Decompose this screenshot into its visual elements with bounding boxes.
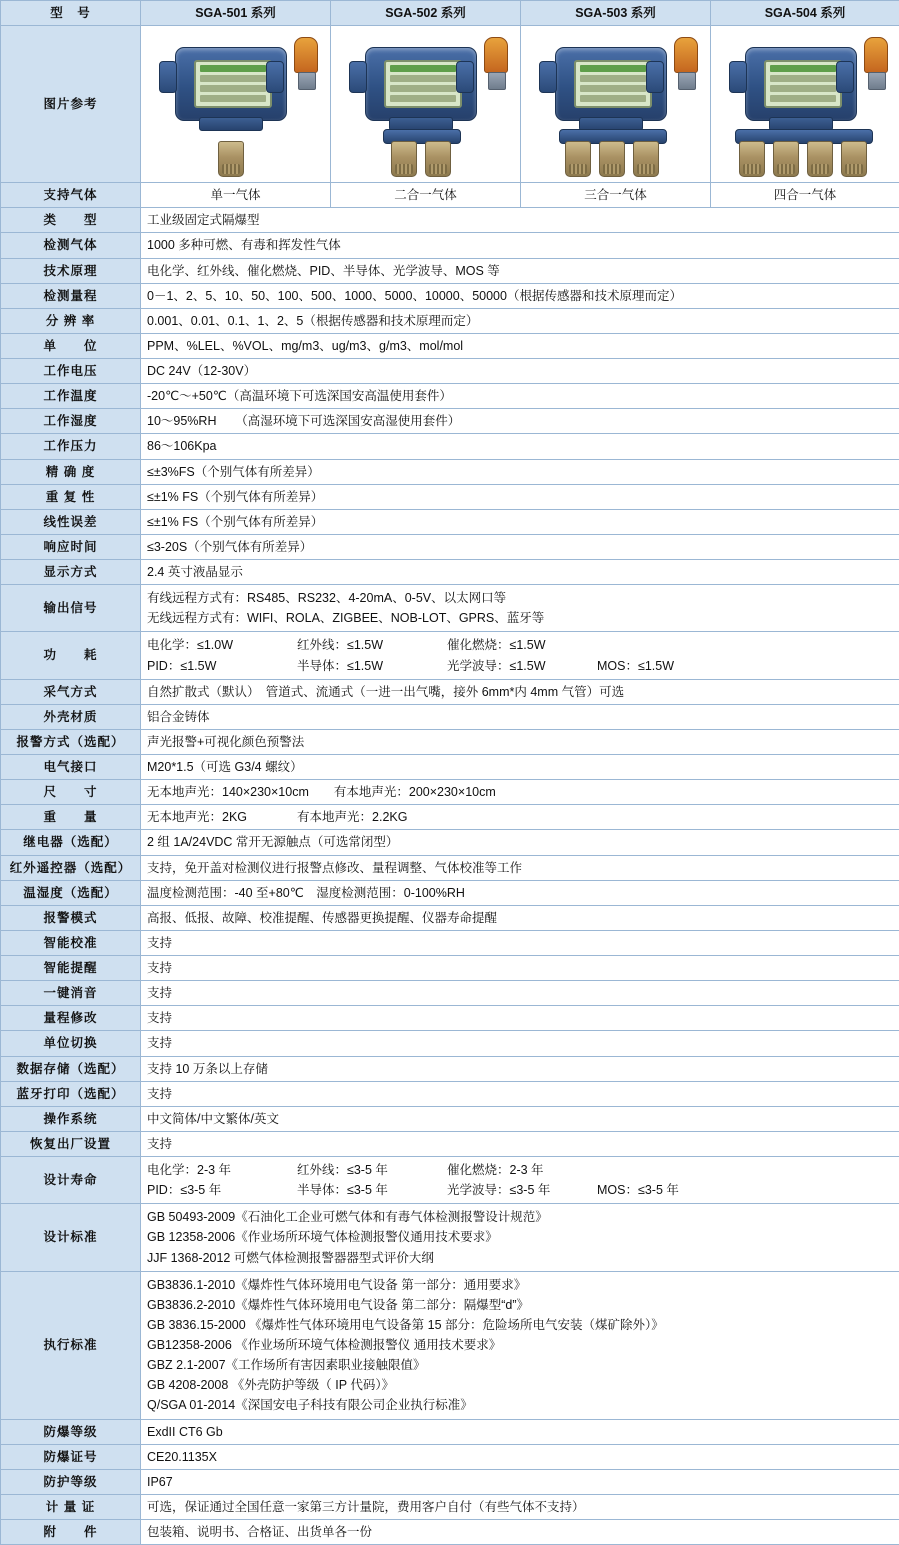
row-label: 电气接口 [1, 755, 141, 780]
row-label: 工作压力 [1, 434, 141, 459]
row-label: 工作湿度 [1, 409, 141, 434]
row-label: 类 型 [1, 208, 141, 233]
spec-row-relay [1, 830, 899, 855]
row-value: 86～106Kpa [141, 434, 899, 459]
spec-row-ip-rating [1, 1469, 899, 1494]
design-standard-line-2: GB 12358-2006《作业场所环境气体检测报警仪通用技术要求》 [147, 1227, 893, 1247]
gas-support-label: 支持气体 [1, 183, 141, 208]
spec-row-resolution [1, 308, 899, 333]
row-value: 包装箱、说明书、合格证、出货单各一份 [141, 1520, 899, 1545]
gas-support-row [1, 183, 899, 208]
row-value: 工业级固定式隔爆型 [141, 208, 899, 233]
output-signal-value [141, 585, 899, 632]
spec-row-alarm-modes [1, 905, 899, 930]
gas-support-503: 三合一气体 [521, 183, 711, 208]
row-label: 数据存储（选配） [1, 1056, 141, 1081]
row-label: 重 量 [1, 805, 141, 830]
row-label: 智能提醒 [1, 956, 141, 981]
spec-row-housing [1, 704, 899, 729]
row-value: M20*1.5（可选 G3/4 螺纹） [141, 755, 899, 780]
design-standard-label: 设计标准 [1, 1204, 141, 1271]
row-label: 智能校准 [1, 930, 141, 955]
row-label: 附 件 [1, 1520, 141, 1545]
gas-support-502: 二合一气体 [331, 183, 521, 208]
design-standard-value [141, 1204, 899, 1271]
lifetime-value [141, 1157, 899, 1204]
power-mos: MOS：≤1.5W [597, 657, 717, 675]
lifetime-label: 设计寿命 [1, 1157, 141, 1204]
row-value: DC 24V（12-30V） [141, 359, 899, 384]
spec-row-alarm-mode-option [1, 729, 899, 754]
row-value: 支持 [141, 1131, 899, 1156]
row-label: 防爆等级 [1, 1419, 141, 1444]
row-label: 单 位 [1, 333, 141, 358]
row-label: 检测气体 [1, 233, 141, 258]
row-label: 温湿度（选配） [1, 880, 141, 905]
row-value: ≤±3%FS（个别气体有所差异） [141, 459, 899, 484]
row-label: 响应时间 [1, 534, 141, 559]
table-header-row [1, 1, 899, 26]
lifetime-mos: MOS：≤3-5 年 [597, 1181, 717, 1199]
spec-row-range [1, 283, 899, 308]
gas-support-504: 四合一气体 [711, 183, 899, 208]
row-label: 一键消音 [1, 981, 141, 1006]
lifetime-line-1 [147, 1160, 893, 1180]
spec-row-unit [1, 333, 899, 358]
spec-row-voltage [1, 359, 899, 384]
row-value: PPM、%LEL、%VOL、mg/m3、ug/m3、g/m3、mol/mol [141, 333, 899, 358]
spec-row-ex-rating [1, 1419, 899, 1444]
spec-row-display [1, 560, 899, 585]
row-value: 支持 [141, 1031, 899, 1056]
spec-row-data-storage [1, 1056, 899, 1081]
power-line-1 [147, 635, 893, 655]
row-label: 操作系统 [1, 1106, 141, 1131]
row-value: 无本地声光：2KG 有本地声光：2.2KG [141, 805, 899, 830]
gas-support-501: 单一气体 [141, 183, 331, 208]
row-label: 恢复出厂设置 [1, 1131, 141, 1156]
design-standard-line-3: JJF 1368-2012 可燃气体检测报警器器型式评价大纲 [147, 1248, 893, 1268]
spec-row-temp-humidity-option [1, 880, 899, 905]
row-value: 铝合金铸体 [141, 704, 899, 729]
row-value: 支持 [141, 1081, 899, 1106]
product-image-502 [331, 26, 521, 183]
row-value: 无本地声光：140×230×10cm 有本地声光：200×230×10cm [141, 780, 899, 805]
lifetime-optical-waveguide: 光学波导：≤3-5 年 [447, 1181, 597, 1199]
row-value: CE20.1135X [141, 1444, 899, 1469]
row-label: 蓝牙打印（选配） [1, 1081, 141, 1106]
spec-row-range-modify [1, 1006, 899, 1031]
spec-row-accuracy [1, 459, 899, 484]
exec-standard-line-2: GB3836.2-2010《爆炸性气体环境用电气设备 第二部分：隔爆型“d”》 [147, 1295, 893, 1315]
exec-standard-line-7: Q/SGA 01-2014《深国安电子科技有限公司企业执行标准》 [147, 1395, 893, 1415]
row-value: 2.4 英寸液晶显示 [141, 560, 899, 585]
row-label: 继电器（选配） [1, 830, 141, 855]
row-value: 支持 [141, 930, 899, 955]
lifetime-electrochemical: 电化学：2-3 年 [147, 1161, 297, 1179]
row-label: 红外遥控器（选配） [1, 855, 141, 880]
spec-row-pressure [1, 434, 899, 459]
exec-standard-line-6: GB 4208-2008 《外壳防护等级（ IP 代码）》 [147, 1375, 893, 1395]
row-label: 单位切换 [1, 1031, 141, 1056]
output-signal-line-2: 无线远程方式有：WIFI、ROLA、ZIGBEE、NOB-LOT、GPRS、蓝牙等 [147, 608, 893, 628]
model-502: SGA-502 系列 [331, 1, 521, 26]
row-label: 工作电压 [1, 359, 141, 384]
power-semiconductor: 半导体：≤1.5W [297, 657, 447, 675]
spec-row-operating-system [1, 1106, 899, 1131]
power-infrared: 红外线：≤1.5W [297, 636, 447, 654]
row-value: 10～95%RH （高湿环境下可选深国安高湿使用套件） [141, 409, 899, 434]
model-503: SGA-503 系列 [521, 1, 711, 26]
product-image-504 [711, 26, 899, 183]
row-label: 外壳材质 [1, 704, 141, 729]
model-501: SGA-501 系列 [141, 1, 331, 26]
spec-row-ex-certificate [1, 1444, 899, 1469]
row-value: -20℃～+50℃（高温环境下可选深国安高温使用套件） [141, 384, 899, 409]
spec-row-one-key-mute [1, 981, 899, 1006]
model-504: SGA-504 系列 [711, 1, 899, 26]
row-label: 分 辨 率 [1, 308, 141, 333]
row-value: 中文简体/中文繁体/英文 [141, 1106, 899, 1131]
row-value: 高报、低报、故障、校准提醒、传感器更换提醒、仪器寿命提醒 [141, 905, 899, 930]
spec-row-linearity [1, 509, 899, 534]
lifetime-infrared: 红外线：≤3-5 年 [297, 1161, 447, 1179]
spec-row-repeatability [1, 484, 899, 509]
row-label: 尺 寸 [1, 780, 141, 805]
spec-row-temperature [1, 384, 899, 409]
lifetime-pid: PID：≤3-5 年 [147, 1181, 297, 1199]
row-label: 精 确 度 [1, 459, 141, 484]
spec-row-smart-calibration [1, 930, 899, 955]
spec-row-design-lifetime [1, 1157, 899, 1204]
row-value: ExdII CT6 Gb [141, 1419, 899, 1444]
row-value: 1000 多种可燃、有毒和挥发性气体 [141, 233, 899, 258]
lifetime-catalytic: 催化燃烧：2-3 年 [447, 1161, 597, 1179]
row-label: 技术原理 [1, 258, 141, 283]
exec-standard-line-5: GBZ 2.1-2007《工作场所有害因素职业接触限值》 [147, 1355, 893, 1375]
spec-row-smart-reminder [1, 956, 899, 981]
exec-standard-line-4: GB12358-2006 《作业场所环境气体检测报警仪 通用技术要求》 [147, 1335, 893, 1355]
product-image-503 [521, 26, 711, 183]
row-value: ≤3-20S（个别气体有所差异） [141, 534, 899, 559]
row-label: 采气方式 [1, 679, 141, 704]
header-label: 型 号 [1, 1, 141, 26]
row-label: 防护等级 [1, 1469, 141, 1494]
row-value: 0－1、2、5、10、50、100、500、1000、5000、10000、50000（根据传感器和技术原理而定） [141, 283, 899, 308]
spec-row-type [1, 208, 899, 233]
row-value: 0.001、0.01、0.1、1、2、5（根据传感器和技术原理而定） [141, 308, 899, 333]
spec-row-bluetooth-print [1, 1081, 899, 1106]
spec-row-electrical-interface [1, 755, 899, 780]
spec-row-ir-remote [1, 855, 899, 880]
row-value: 声光报警+可视化颜色预警法 [141, 729, 899, 754]
output-signal-label: 输出信号 [1, 585, 141, 632]
row-value: 支持 [141, 1006, 899, 1031]
spec-row-accessories [1, 1520, 899, 1545]
row-label: 防爆证号 [1, 1444, 141, 1469]
row-value: 支持 10 万条以上存储 [141, 1056, 899, 1081]
spec-row-dimensions [1, 780, 899, 805]
spec-row-output-signal [1, 585, 899, 632]
row-label: 工作温度 [1, 384, 141, 409]
row-value: 支持 [141, 956, 899, 981]
row-label: 量程修改 [1, 1006, 141, 1031]
lifetime-line-2 [147, 1180, 893, 1200]
row-value: 自然扩散式（默认） 管道式、流通式（一进一出气嘴，接外 6mm*内 4mm 气管）可选 [141, 679, 899, 704]
power-value [141, 632, 899, 679]
spec-row-principle [1, 258, 899, 283]
row-value: IP67 [141, 1469, 899, 1494]
spec-row-exec-standard [1, 1271, 899, 1419]
image-row-label: 图片参考 [1, 26, 141, 183]
spec-row-power [1, 632, 899, 679]
row-label: 显示方式 [1, 560, 141, 585]
power-optical-waveguide: 光学波导：≤1.5W [447, 657, 597, 675]
row-value: 温度检测范围：-40 至+80℃ 湿度检测范围：0-100%RH [141, 880, 899, 905]
exec-standard-label: 执行标准 [1, 1271, 141, 1419]
spec-row-detect-gas [1, 233, 899, 258]
row-label: 报警模式 [1, 905, 141, 930]
spec-row-sampling [1, 679, 899, 704]
row-value: 电化学、红外线、催化燃烧、PID、半导体、光学波导、MOS 等 [141, 258, 899, 283]
row-value: 2 组 1A/24VDC 常开无源触点（可选常闭型） [141, 830, 899, 855]
exec-standard-line-1: GB3836.1-2010《爆炸性气体环境用电气设备 第一部分：通用要求》 [147, 1275, 893, 1295]
spec-row-response-time [1, 534, 899, 559]
design-standard-line-1: GB 50493-2009《石油化工企业可燃气体和有毒气体检测报警设计规范》 [147, 1207, 893, 1227]
row-label: 重 复 性 [1, 484, 141, 509]
power-electrochemical: 电化学：≤1.0W [147, 636, 297, 654]
exec-standard-value [141, 1271, 899, 1419]
spec-row-weight [1, 805, 899, 830]
spec-row-design-standard [1, 1204, 899, 1271]
power-label: 功 耗 [1, 632, 141, 679]
exec-standard-line-3: GB 3836.15-2000 《爆炸性气体环境用电气设备第 15 部分：危险场所电气安装（煤矿除外）》 [147, 1315, 893, 1335]
product-image-501 [141, 26, 331, 183]
row-label: 计 量 证 [1, 1494, 141, 1519]
row-label: 报警方式（选配） [1, 729, 141, 754]
row-value: ≤±1% FS（个别气体有所差异） [141, 484, 899, 509]
spec-row-metrology-certificate [1, 1494, 899, 1519]
row-label: 线性误差 [1, 509, 141, 534]
spec-row-unit-switch [1, 1031, 899, 1056]
lifetime-semiconductor: 半导体：≤3-5 年 [297, 1181, 447, 1199]
row-value: 支持，免开盖对检测仪进行报警点修改、量程调整、气体校准等工作 [141, 855, 899, 880]
image-reference-row [1, 26, 899, 183]
spec-row-humidity [1, 409, 899, 434]
row-value: ≤±1% FS（个别气体有所差异） [141, 509, 899, 534]
row-value: 支持 [141, 981, 899, 1006]
power-catalytic: 催化燃烧：≤1.5W [447, 636, 597, 654]
spec-row-factory-reset [1, 1131, 899, 1156]
power-pid: PID：≤1.5W [147, 657, 297, 675]
power-line-2 [147, 656, 893, 676]
row-label: 检测量程 [1, 283, 141, 308]
output-signal-line-1: 有线远程方式有：RS485、RS232、4-20mA、0-5V、以太网口等 [147, 588, 893, 608]
row-value: 可选，保证通过全国任意一家第三方计量院，费用客户自付（有些气体不支持） [141, 1494, 899, 1519]
